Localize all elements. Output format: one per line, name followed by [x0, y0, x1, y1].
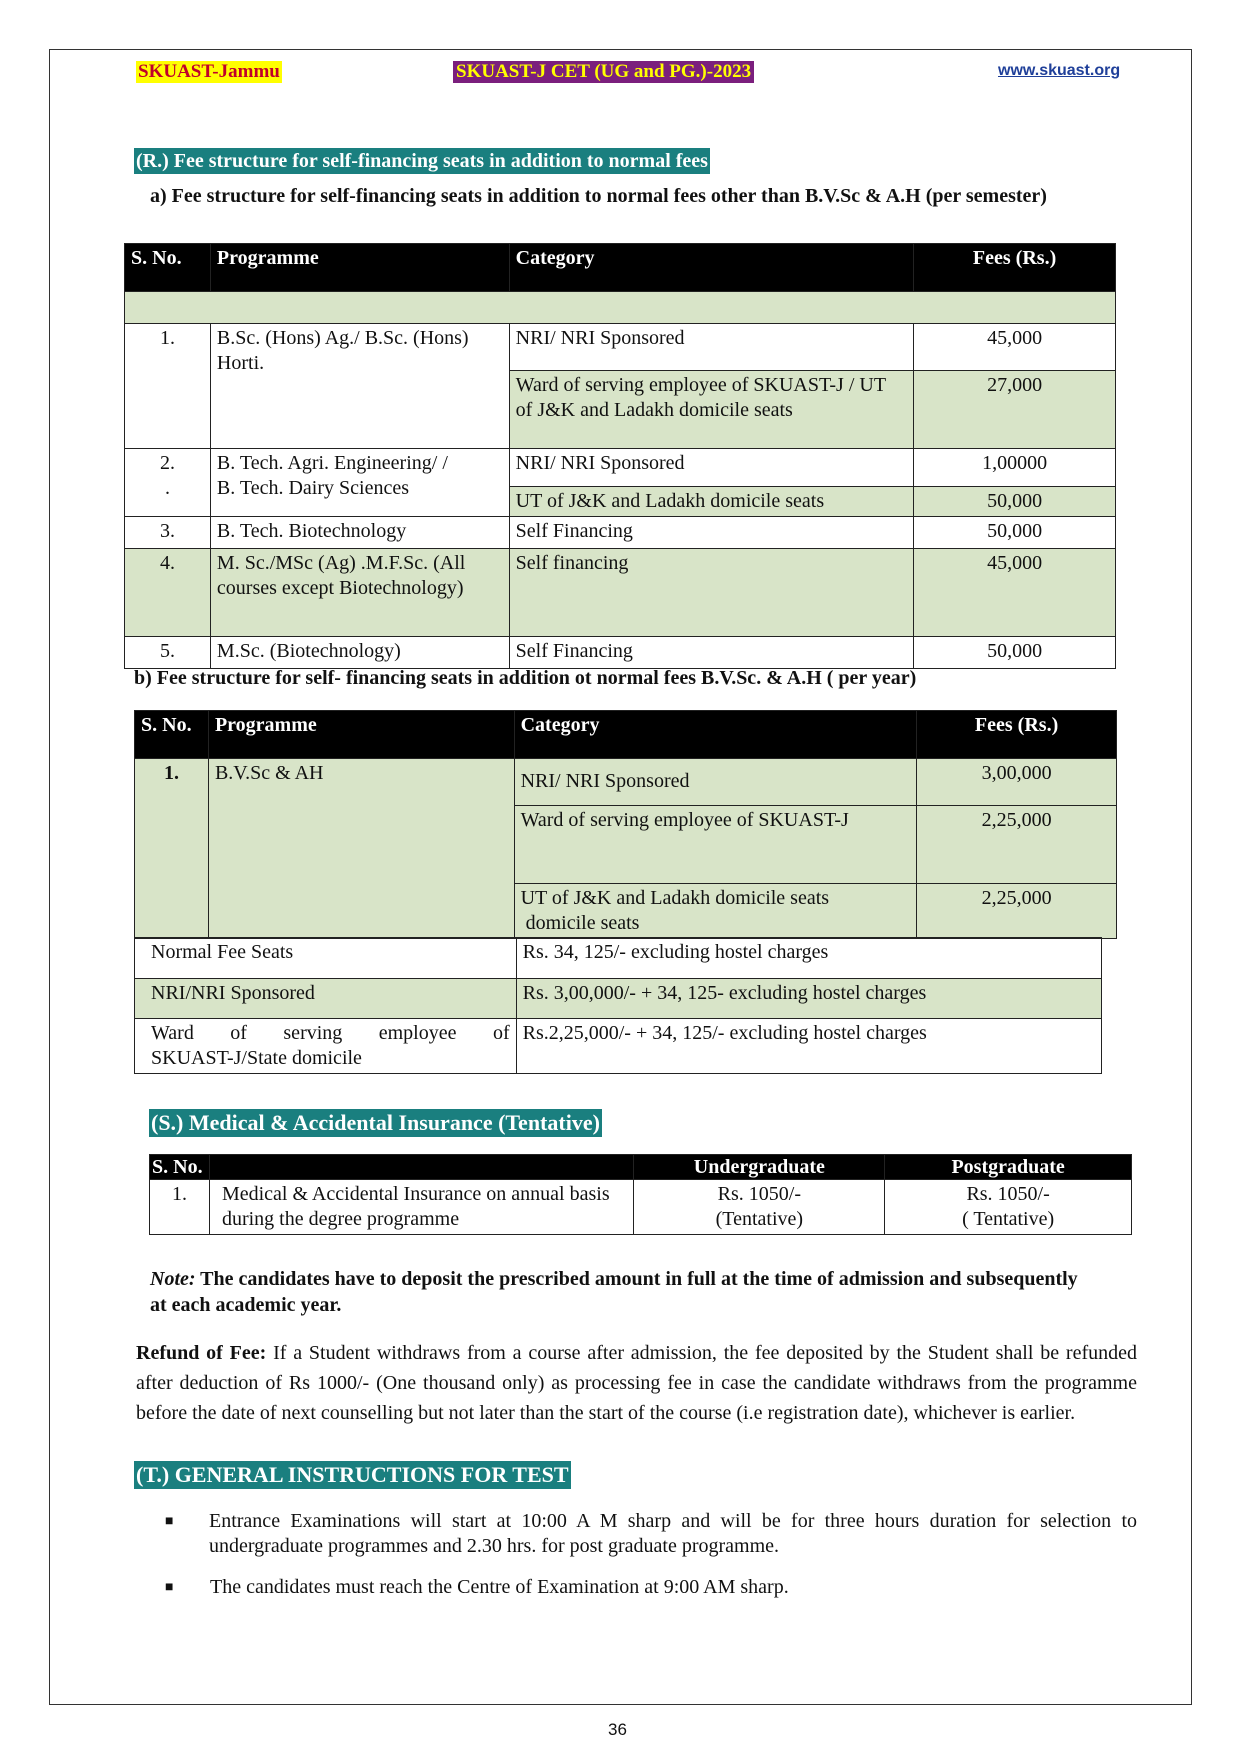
section-r-sub-b-title: b) Fee structure for self- financing seats in addition ot normal fees B.V.Sc. & A.H ( per year)	[134, 667, 917, 689]
fee-table-a	[124, 243, 1116, 669]
table-row: UT of J&K and Ladakh domicile seats domicile seats 2,25,000	[135, 884, 1117, 939]
table-row: UT of J&K and Ladakh domicile seats 50,000	[125, 487, 1116, 517]
table-row: Ward of serving employee of SKUAST-J/State domicile Rs.2,25,000/- + 34, 125/- excluding hostel charges	[135, 1019, 1102, 1074]
note-paragraph: Note: The candidates have to deposit the prescribed amount in full at the time of admission and subsequently at each academic year.	[150, 1268, 1078, 1316]
table-header-row	[125, 244, 1116, 292]
section-r-sub-a-title: a) Fee structure for self-financing seats in addition to normal fees other than B.V.Sc & A.H (per semester)	[150, 185, 1047, 207]
refund-paragraph: Refund of Fee: If a Student withdraws from a course after admission, the fee deposited by the Student shall be refunded after deduction of Rs 1000/- (One thousand only) as processing fee in case the candidate withdraws from the programme before the date of next counselling but not later than the start of the course (i.e registration date), whichever is earlier.	[136, 1342, 1137, 1424]
table-row: 1. B.V.Sc & AH NRI/ NRI Sponsored 3,00,000	[135, 759, 1117, 806]
table-row: 4. M. Sc./MSc (Ag) .M.F.Sc. (All courses except Biotechnology) Self financing 45,000	[125, 549, 1116, 637]
table-header-row: S. No. Programme Category Fees (Rs.)	[135, 711, 1117, 759]
table-row: Ward of serving employee of SKUAST-J 2,25,000	[135, 806, 1117, 884]
table-row: Normal Fee Seats Rs. 34, 125/- excluding hostel charges	[135, 938, 1102, 979]
table-row: Ward of serving employee of SKUAST-J / UT of J&K and Ladakh domicile seats 27,000	[125, 371, 1116, 449]
header-institution: SKUAST-Jammu	[138, 61, 280, 82]
header-exam-title: SKUAST-J CET (UG and PG.)-2023	[453, 61, 754, 83]
section-t-title: (T.) GENERAL INSTRUCTIONS FOR TEST	[136, 1462, 569, 1487]
insurance-table	[149, 1154, 1132, 1235]
fee-table-b	[134, 710, 1117, 939]
table-row: 2. . B. Tech. Agri. Engineering/ / B. Tech. Dairy Sciences NRI/ NRI Sponsored 1,00000	[125, 449, 1116, 487]
bullet-icon: ■	[165, 1580, 174, 1595]
table-row: 5. M.Sc. (Biotechnology) Self Financing 50,000	[125, 637, 1116, 669]
list-item: ■ Entrance Examinations will start at 10:00 A M sharp and will be for three hours duration for selection to undergraduate programmes and 2.30 hrs. for post graduate programme.	[165, 1510, 1137, 1557]
list-item: ■ The candidates must reach the Centre of Examination at 9:00 AM sharp.	[165, 1576, 789, 1598]
page-number: 36	[608, 1720, 627, 1739]
bullet-icon: ■	[165, 1514, 174, 1529]
header-website-link[interactable]: www.skuast.org	[998, 62, 1121, 79]
section-r-title: (R.) Fee structure for self-financing seats in addition to normal fees	[136, 150, 708, 172]
col-fees: Fees (Rs.)	[914, 244, 1116, 292]
col-category: Category	[509, 244, 914, 292]
col-sno: S. No.	[125, 244, 211, 292]
table-row: NRI/NRI Sponsored Rs. 3,00,000/- + 34, 125- excluding hostel charges	[135, 979, 1102, 1019]
table-spacer-row	[125, 292, 1116, 324]
fee-summary-table	[134, 937, 1102, 1074]
table-row: 1. Medical & Accidental Insurance on annual basis during the degree programme Rs. 1050/- (Tentative) Rs. 1050/- ( Tentative)	[150, 1180, 1132, 1235]
section-s-title: (S.) Medical & Accidental Insurance (Tentative)	[151, 1110, 600, 1135]
col-programme: Programme	[210, 244, 509, 292]
table-row: 3. B. Tech. Biotechnology Self Financing 50,000	[125, 517, 1116, 549]
table-header-row: S. No. Undergraduate Postgraduate	[150, 1155, 1132, 1180]
table-row: 1. B.Sc. (Hons) Ag./ B.Sc. (Hons) Horti. NRI/ NRI Sponsored 45,000	[125, 324, 1116, 371]
